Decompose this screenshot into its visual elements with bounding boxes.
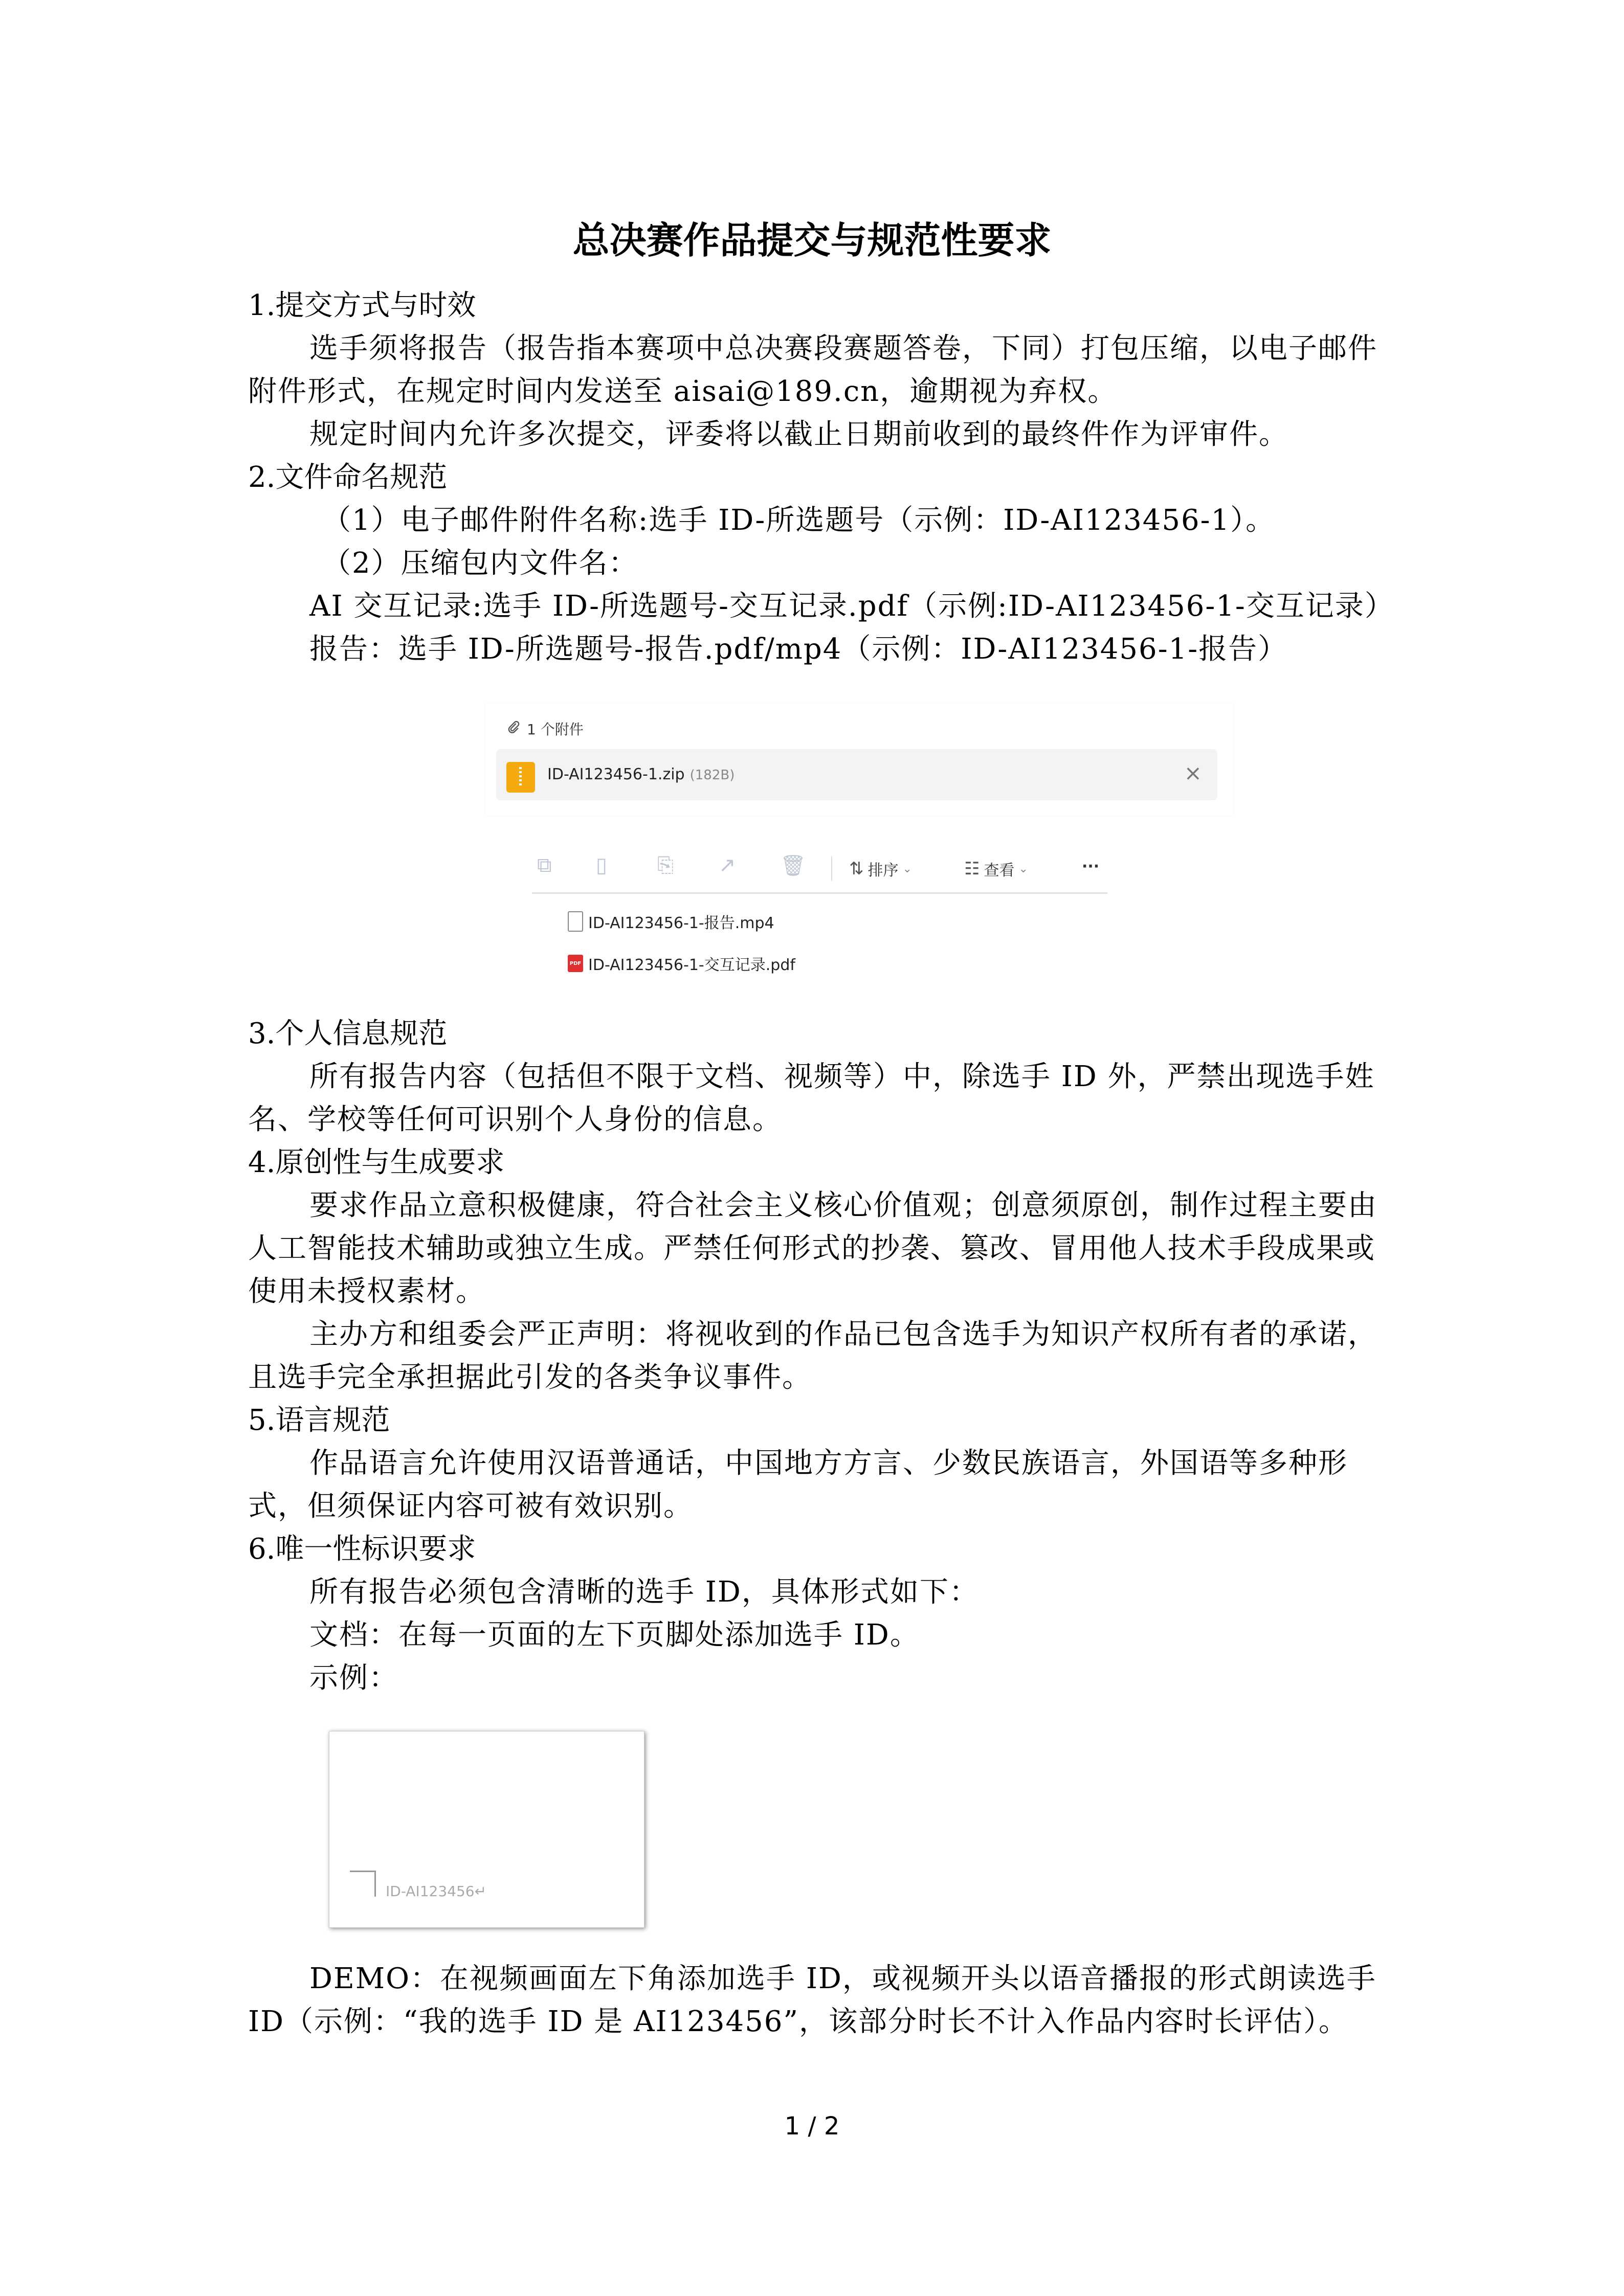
section-2-heading: 2.文件命名规范 (248, 461, 448, 494)
section-6-example-label: 示例： (309, 1661, 398, 1695)
attachment-file-size: (182B) (689, 768, 735, 783)
section-4-paragraph-2: 主办方和组委会严正声明：将视收到的作品已包含选手为知识产权所有者的承诺，且选手完全承担据此引发的各类争议事件。 (248, 1318, 1377, 1394)
file-list-item-record[interactable] (568, 952, 795, 975)
document-icon (568, 911, 583, 932)
paperclip-icon (506, 720, 521, 738)
sort-label: 排序 (867, 862, 899, 880)
more-button[interactable]: ··· (1082, 858, 1100, 875)
chevron-down-icon: ⌄ (1018, 862, 1028, 875)
copy-icon[interactable]: ⧉ (537, 853, 552, 877)
rename-icon[interactable]: ⎘ (657, 853, 674, 877)
email-attachment-panel (486, 703, 1233, 816)
section-5-paragraph-1: 作品语言允许使用汉语普通话，中国地方方言、少数民族语言，外国语等多种形式，但须保证内容可被有效识别。 (248, 1447, 1348, 1523)
section-6-heading: 6.唯一性标识要求 (248, 1533, 476, 1566)
list-view-icon: ☷ (964, 859, 980, 879)
section-3-heading: 3.个人信息规范 (248, 1017, 448, 1050)
zip-file-icon (506, 762, 535, 793)
toolbar-divider (831, 857, 832, 881)
pdf-icon: PDF (568, 955, 583, 972)
view-label: 查看 (984, 862, 1015, 880)
section-6-paragraph-1: 所有报告必须包含清晰的选手 ID，具体形式如下： (309, 1575, 979, 1609)
sort-button[interactable] (849, 858, 912, 880)
file-list-item-report[interactable] (568, 910, 774, 933)
example-page-thumbnail (329, 1731, 644, 1928)
view-button[interactable] (964, 858, 1028, 880)
naming-rule-record: AI 交互记录:选手 ID-所选题号-交互记录.pdf（示例:ID-AI123456-1-交互记录） (309, 590, 1394, 623)
chevron-down-icon: ⌄ (902, 862, 912, 875)
naming-rule-1: （1）电子邮件附件名称:选手 ID-所选题号（示例：ID-AI123456-1）。 (322, 504, 1276, 537)
trash-icon[interactable]: 🗑 (780, 854, 806, 877)
attachment-file-name[interactable]: ID-AI123456-1.zip (182B) (547, 766, 735, 783)
attachment-header (506, 718, 584, 739)
file-name-report: ID-AI123456-1-报告.mp4 (588, 914, 774, 932)
clipboard-icon[interactable]: ▯ (596, 853, 608, 877)
section-6-paragraph-2: 文档：在每一页面的左下页脚处添加选手 ID。 (309, 1618, 920, 1652)
naming-rule-report: 报告：选手 ID-所选题号-报告.pdf/mp4（示例：ID-AI123456-1-报告） (309, 633, 1288, 666)
naming-rule-2: （2）压缩包内文件名： (322, 547, 638, 580)
section-3-paragraph-1: 所有报告内容（包括但不限于文档、视频等）中，除选手 ID 外，严禁出现选手姓名、学校等任何可识别个人身份的信息。 (248, 1060, 1375, 1136)
page-title: 总决赛作品提交与规范性要求 (572, 219, 1052, 262)
section-1-paragraph-1: 选手须将报告（报告指本赛项中总决赛段赛题答卷，下同）打包压缩，以电子邮件附件形式，在规定时间内发送至 aisai@189.cn，逾期视为弃权。 (248, 332, 1377, 408)
section-4-heading: 4.原创性与生成要求 (248, 1146, 505, 1179)
section-5-heading: 5.语言规范 (248, 1404, 390, 1437)
share-icon[interactable]: ↗ (719, 853, 736, 877)
attachment-count: 1 个附件 (527, 721, 584, 738)
sort-icon: ⇅ (849, 859, 864, 879)
close-icon[interactable]: × (1184, 760, 1202, 785)
section-1-paragraph-2: 规定时间内允许多次提交，评委将以截止日期前收到的最终件作为评审件。 (309, 418, 1288, 451)
page-number: 1 / 2 (784, 2112, 840, 2141)
file-toolbar (532, 846, 1107, 894)
file-name-record: ID-AI123456-1-交互记录.pdf (588, 956, 795, 974)
example-footer-id: ID-AI123456↵ (386, 1883, 487, 1900)
footer-corner-mark (350, 1871, 376, 1897)
section-4-paragraph-1: 要求作品立意积极健康，符合社会主义核心价值观；创意须原创，制作过程主要由人工智能技术辅助或独立生成。严禁任何形式的抄袭、篡改、冒用他人技术手段成果或使用未授权素材。 (248, 1189, 1377, 1308)
section-6-paragraph-demo: DEMO：在视频画面左下角添加选手 ID，或视频开头以语音播报的形式朗读选手 ID（示例：“我的选手 ID 是 AI123456”，该部分时长不计入作品内容时长评估）。 (248, 1962, 1376, 2038)
attachment-item[interactable] (496, 749, 1217, 800)
section-1-heading: 1.提交方式与时效 (248, 289, 476, 322)
